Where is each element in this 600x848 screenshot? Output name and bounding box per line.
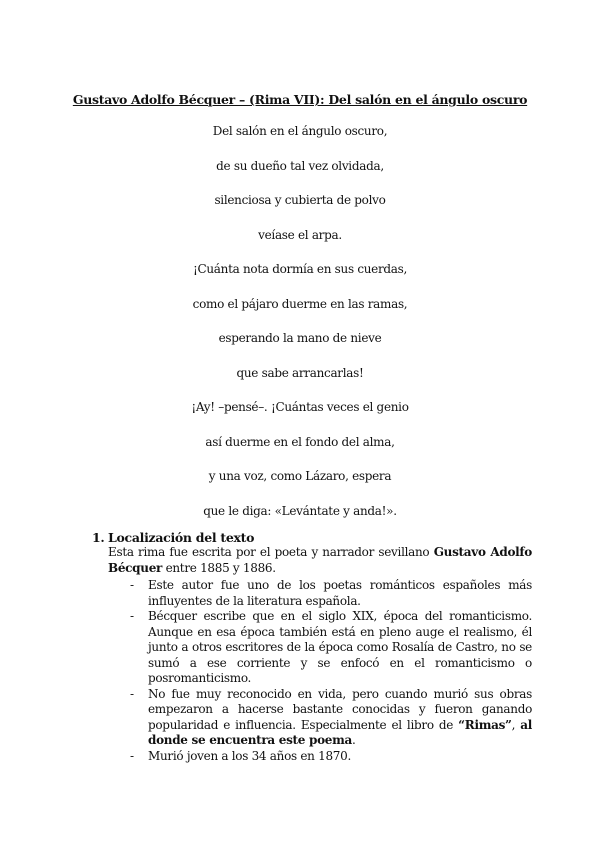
list-item (130, 578, 532, 609)
poem-line: como el pájaro duerme en las ramas, (192, 296, 408, 311)
poem-line: y una voz, como Lázaro, espera (208, 469, 392, 483)
list-item (130, 749, 532, 765)
section-intro (108, 545, 532, 576)
intro-author: Gustavo Adolfo Bécquer (108, 545, 532, 575)
bullet-emphasis: al donde se encuentra este poema (148, 717, 533, 747)
poem (0, 124, 600, 538)
bullet-text-sep: , (511, 717, 521, 732)
bullet-text-end: . (352, 733, 356, 747)
bullet-text: Bécquer escribe que en el siglo XIX, época del romanticismo. Aunque en esa época también está en pleno auge el realismo, él junto a otros escritores de la época como Rosalía de Castro, no se sumó a ese corriente y se enfocó en el romanticismo o posromanticismo. (148, 609, 532, 685)
section-number: 1. (92, 530, 105, 545)
poem-line: ¡Ay! –pensé–. ¡Cuántas veces el genio (191, 400, 409, 414)
bullet-dash: - (130, 578, 134, 592)
intro-text: Esta rima fue escrita por el poeta y narrador sevillano (108, 545, 434, 559)
bullet-dash: - (130, 748, 134, 763)
bullet-dash: - (130, 686, 134, 701)
bullet-text: Murió joven a los 34 años en 1870. (148, 748, 351, 763)
bullet-text: Este autor fue uno de los poetas románticos españoles más influyentes de la literatura española. (148, 578, 532, 608)
intro-text-end: entre 1885 y 1886. (162, 560, 276, 575)
list-item (130, 687, 532, 749)
bullet-book-title: “Rimas” (458, 717, 512, 732)
poem-line: ¡Cuánta nota dormía en sus cuerdas, (192, 262, 408, 276)
poem-line: veíase el arpa. (258, 227, 342, 242)
section-heading (92, 530, 532, 545)
poem-line: Del salón en el ángulo oscuro, (212, 124, 388, 138)
poem-line: de su dueño tal vez olvidada, (216, 158, 384, 173)
document-title: Gustavo Adolfo Bécquer – (Rima VII): Del salón en el ángulo oscuro (72, 92, 528, 107)
poem-line: que le diga: «Levántate y anda!». (203, 503, 397, 518)
bullet-text: No fue muy reconocido en vida, pero cuando murió sus obras empezaron a hacerse bastante conocidas y fueron ganando popularidad e influencia. Especialmente el libro de (148, 686, 532, 732)
poem-line: así duerme en el fondo del alma, (205, 434, 395, 449)
list-item (130, 609, 532, 687)
section-localizacion (92, 530, 532, 764)
poem-line: silenciosa y cubierta de polvo (214, 193, 386, 207)
poem-line: esperando la mano de nieve (218, 331, 382, 345)
bullet-list (130, 578, 532, 764)
poem-line: que sabe arrancarlas! (236, 365, 364, 380)
bullet-dash: - (130, 609, 134, 623)
section-heading-text: Localización del texto (108, 530, 255, 545)
